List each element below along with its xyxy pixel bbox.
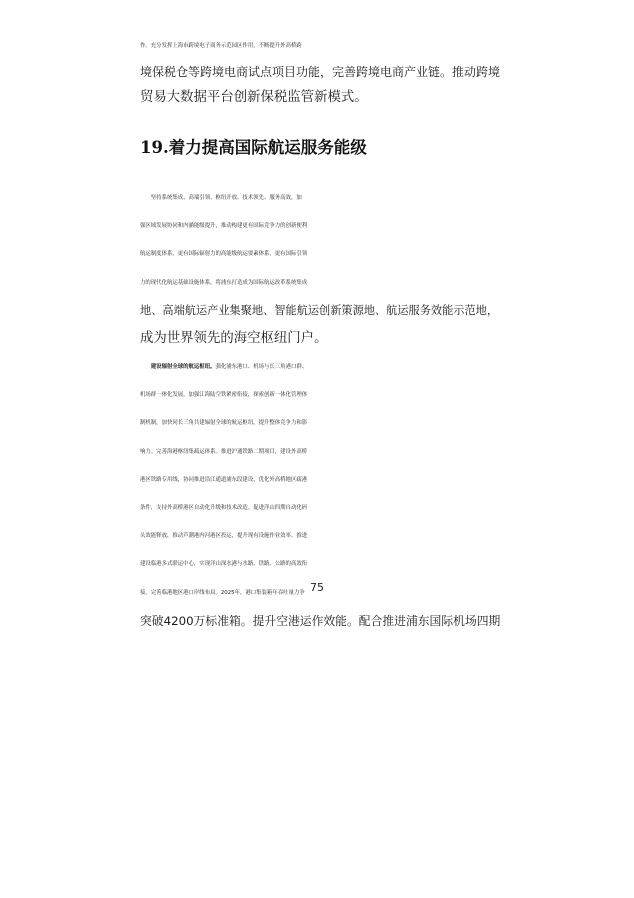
section-heading [140, 136, 367, 160]
paragraph-line: 力的现代化航运基础设施体系，将浦东打造成为国际航运改革系统集成 [140, 279, 308, 286]
page-number: 75 [310, 581, 324, 594]
paragraph-line [140, 353, 500, 381]
paragraph-line: 作。充分发挥上海市跨境电子商务示范园区作用，不断提升外高桥跨 [140, 43, 302, 49]
section-title: 着力提高国际航运服务能级 [168, 138, 367, 157]
paragraph-line: 建设临港多式联运中心，实现洋山深水港与水路、铁路、公路的高效衔 [140, 561, 308, 568]
paragraph-line: 成为世界领先的海空枢纽门户。 [140, 330, 328, 346]
paragraph-line: 境保税仓等跨境电商试点项目功能，完善跨境电商产业链。推动跨境 [140, 64, 501, 79]
paragraph-line: 地、高端航运产业集聚地、智能航运创新策源地、航运服务效能示范地， [140, 303, 499, 317]
paragraph-line: 强区域发展协同和内涵能级提升，推动构建更有国际竞争力的创新便利 [140, 223, 308, 230]
paragraph-text: 强化浦东港口、机场与长三角港口群、 [215, 364, 308, 370]
continuation-paragraph [140, 34, 500, 111]
section-number: 19. [140, 138, 169, 157]
paragraph-lead: 建设辐射全球的航运枢纽。 [140, 364, 216, 370]
paragraph-line: 坚持系统集成、高端引领、枢纽开放、技术领先、服务高效，加 [140, 195, 302, 201]
paragraph-line: 机场群一体化发展，加强江海陆空铁紧密衔接，探索创新一体化管理体 [140, 392, 308, 399]
paragraph-line: 贸易大数据平台创新保税监管新模式。 [140, 90, 368, 106]
paragraph-line: 头效能释放，推动芦潮港内河港区投运，提升现有设施作业效率。推进 [140, 533, 308, 540]
paragraph-line: 条件，支持外高桥港区自动化升级和技术改造。促进洋山四期自动化码 [140, 504, 308, 511]
paragraph-line: 突破4200万标准箱。提升空港运作效能。配合推进浦东国际机场四期 [140, 613, 501, 628]
paragraph-line: 响力。完善海港枢纽集疏运体系。推进沪通铁路二期项目，建设外高桥 [140, 448, 308, 455]
paragraph-line: 制机制。加快同长三角共建辐射全球的航运枢纽，提升整体竞争力和影 [140, 420, 308, 427]
paragraph-line: 航运制度体系，更有国际辐射力的高能级航运要素体系，更有国际引领 [140, 251, 308, 258]
paragraph-line: 接。完善临港地区港口岸线布局。2025年，港口集装箱年吞吐量力争 [140, 589, 305, 596]
paragraph-line: 港区铁路专用线，协同推进沿江通道浦东段建设，优化外高桥地区疏港 [140, 476, 308, 483]
intro-paragraph [140, 184, 498, 353]
